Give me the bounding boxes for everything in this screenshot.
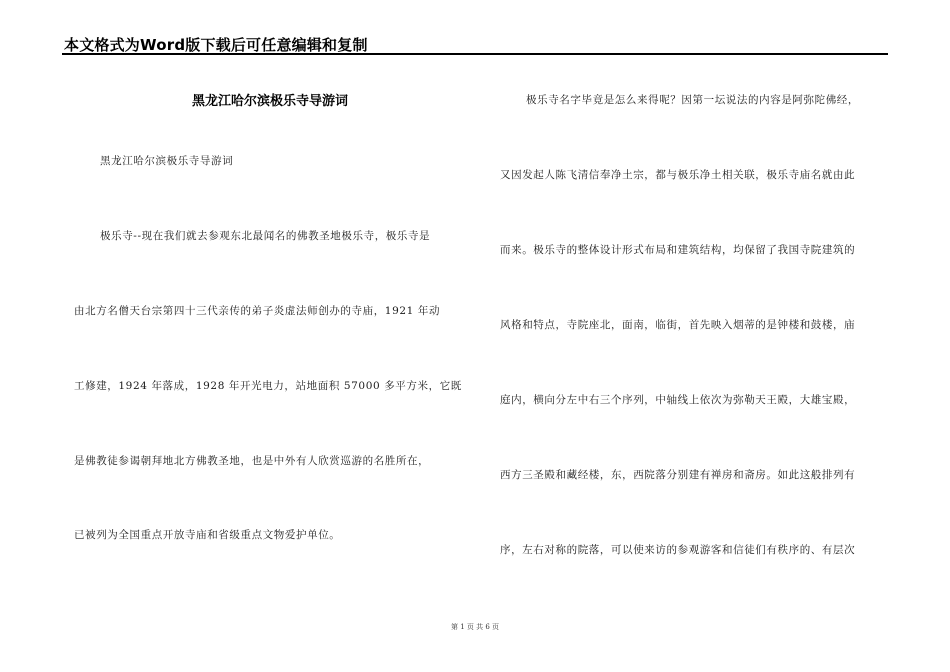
paragraph-line: 庭内，横向分左中右三个序列，中轴线上依次为弥勒天王殿，大雄宝殿， xyxy=(500,394,856,406)
header-divider xyxy=(62,53,888,55)
paragraph-line: 又因发起人陈飞清信奉净土宗，都与极乐净土相关联，极乐寺庙名就由此 xyxy=(500,169,856,181)
paragraph-line: 已被列为全国重点开放寺庙和省级重点文物爱护单位。 xyxy=(74,529,341,541)
paragraph-line: 而来。极乐寺的整体设计形式布局和建筑结构，均保留了我国寺院建筑的 xyxy=(500,244,856,256)
header-banner: 本文格式为Word版下载后可任意编辑和复制 xyxy=(64,36,368,54)
paragraph-line: 由北方名僧天台宗第四十三代亲传的弟子炎虚法师创办的寺庙，1921 年动 xyxy=(74,305,441,317)
document-title: 黑龙江哈尔滨极乐寺导游词 xyxy=(191,94,348,109)
paragraph-line: 黑龙江哈尔滨极乐寺导游词 xyxy=(100,155,234,167)
paragraph-line: 是佛教徒参谒朝拜地北方佛教圣地，也是中外有人欣赏巡游的名胜所在， xyxy=(74,455,430,467)
paragraph-line: 序，左右对称的院落，可以使来访的参观游客和信徒们有秩序的、有层次 xyxy=(500,544,856,556)
paragraph-line: 西方三圣殿和藏经楼，东，西院落分别建有禅房和斋房。如此这般排列有 xyxy=(500,469,856,481)
paragraph-line: 极乐寺名字毕竟是怎么来得呢？因第一坛说法的内容是阿弥陀佛经， xyxy=(526,94,859,106)
page-number: 第 1 页 共 6 页 xyxy=(450,623,500,631)
paragraph-line: 极乐寺--现在我们就去参观东北最闻名的佛教圣地极乐寺，极乐寺是 xyxy=(100,230,431,242)
paragraph-line: 风格和特点，寺院座北，面南，临街，首先映入烟蒂的是钟楼和鼓楼，庙 xyxy=(500,319,856,331)
paragraph-line: 工修建，1924 年落成，1928 年开光电力，站地面积 57000 多平方米，它既 xyxy=(74,380,462,392)
